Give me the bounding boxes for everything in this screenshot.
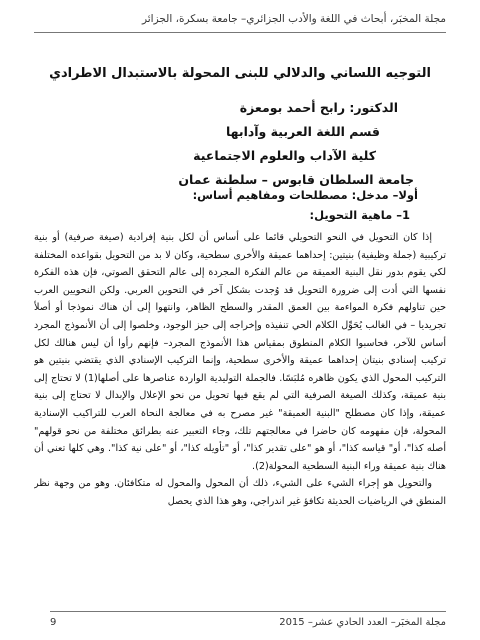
footer-journal: مجلة المخبَر– العدد الحادي عشر– 2015 xyxy=(279,617,446,628)
author-faculty: كلية الآداب والعلوم الاجتماعية xyxy=(193,148,376,163)
page-footer xyxy=(50,611,446,634)
paragraph: والتحويل هو إجراء الشيء على الشيء، ذلك أن المحول والمحول له متكافئان. وهو من وجهة نظر المنطق في الرياضيات الحديثة تكافؤ غير اندراجي، وهو هذا الذي يحصل xyxy=(34,478,446,507)
section-heading: أولا– مدخل: مصطلحات ومفاهيم أساس: xyxy=(192,188,418,202)
article-title: التوجيه اللساني والدلالي للبنى المحولة بالاستبدال الاطرادي xyxy=(49,66,431,81)
running-header: مجلة المخبَر، أبحاث في اللغة والأدب الجزائري– جامعة بسكرة، الجزائر xyxy=(34,6,446,33)
author-department: قسم اللغة العربية وآدابها xyxy=(225,124,380,139)
author-university: جامعة السلطان قابوس – سلطنة عمان xyxy=(178,172,414,187)
author-name: الدكتور: رابح أحمد بومعزة xyxy=(239,100,398,115)
page-number: 9 xyxy=(50,617,57,628)
subsection-heading: 1– ماهية التحويل: xyxy=(309,208,410,222)
body-text xyxy=(34,229,446,598)
paragraph: إذا كان التحويل في النحو التحويلي قائما على أساس أن لكل بنية إفرادية (صيغة صرفية) أو بنية تركيبية (جملة وظيفية) بنيتين: إحداهما عميقة والأخرى سطحية، وكان لا بد من التحويل بقواعده المختلفة لكي يقوم بدور نقل البنية العميقة من عالم الفكرة المجردة إلى عالم التحقق الصوتي، فإن هذه الفكرة نفسها التي أدت إلى ضرورة التحويل قد وُجدت بشكل آخر في التحوين العربي. ولكن النحويين العرب حين تناولهم فكرة المواءمة بين العمق المقدر والسطح الظاهر، وانتهوا إلى أن هناك نموذجا أو أصلاً تجريديا – في الغالب يُحَوِّل الكلام الحي تنفيذه وإخراجه إلى حيز الوجود، وخلصوا إلى أن الأنموذج المجرد أساس للآخر، فحاسبوا الكلام المنطوق بمقياس هذا الأنموذج المجرد– فإنهم رأوا أن ليس هنالك لكل تركيب إسنادي بنيتان إحداهما عميقة والأخرى سطحية، وإنما التركيب الإسنادي الذي يقتضي بنيتين هو التركيب المحول الذي يكون ظاهره مُلبَسًا. فالجملة التوليدية الواردة عناصرها على أصلها(1) لا تحتاج إلى بنية عميقة، وكذلك الصيغة الصرفية التي لم يقع فيها تحويل من نحو الإعلال والإبدال لا تحتاج إلى بنية عميقة، وإذا كان مصطلح "البنية العميقة" غير مصرح به في معالجة النحاة العرب للتراكيب الإسنادية المحولة، فإن مفهومه كان حاضرا في معالجتهم تلك، وجاء التعبير عنه بطرائق مختلفة من نحو قولهم" أصله كذا"، أو" قياسه كذا"، أو هو "على تقدير كذا"، أو "تأويله كذا"، أو "على نية كذا". وهي كلها تعني أن هناك بنية عميقة وراء البنية السطحية المحولة(2). xyxy=(34,232,446,472)
author-block xyxy=(60,96,420,192)
